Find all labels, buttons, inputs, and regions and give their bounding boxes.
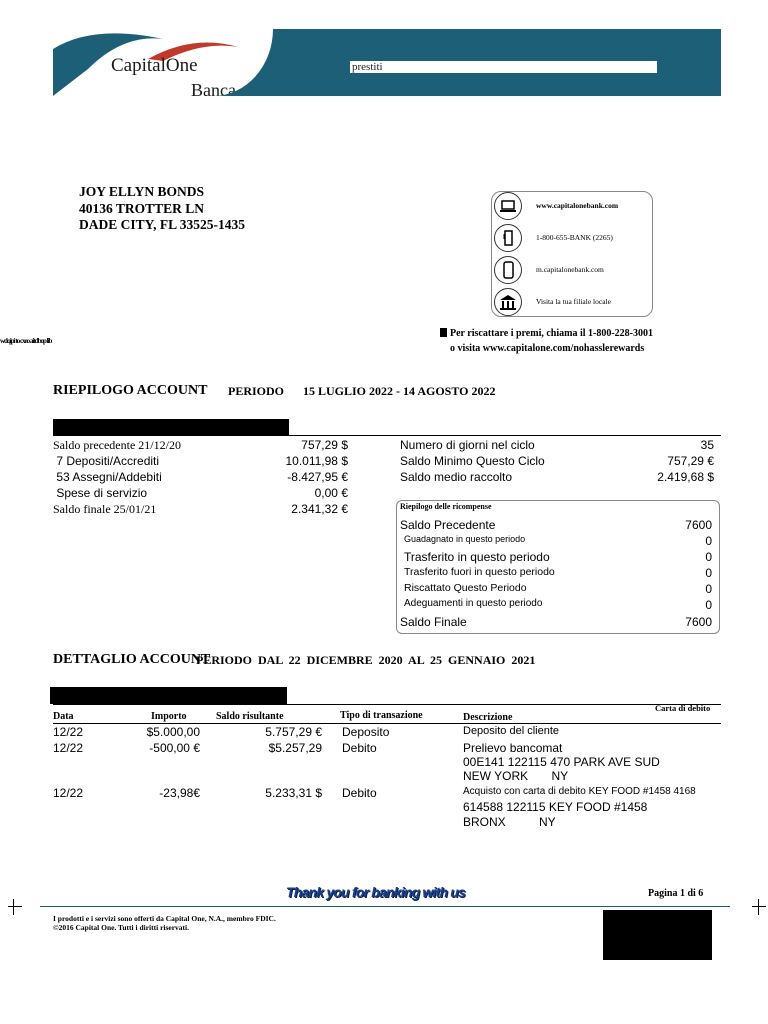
crop-mark-right-h xyxy=(752,906,766,907)
legal-line-2: ©2016 Capital One. Tutti i diritti riservati. xyxy=(53,923,190,932)
summary-left-value-1: 10.011,98 $ xyxy=(285,454,348,468)
row-0-desc-0: Deposito del cliente xyxy=(463,725,560,737)
address-line-2: 40136 TROTTER LN xyxy=(79,201,205,216)
redacted-bar xyxy=(53,419,289,435)
rewards-info-line-2[interactable]: o visita www.capitalone.com/nohasslerewards xyxy=(450,343,645,354)
summary-left-label-1: 7 Depositi/Accrediti xyxy=(53,454,160,468)
row-2-desc-0: Acquisto con carta di debito KEY FOOD #1458 4168 xyxy=(463,786,696,797)
contact-mobile[interactable]: m.capitalonebank.com xyxy=(536,265,604,274)
rewards-value-5: 0 xyxy=(705,598,712,612)
col-header-amount: Importo xyxy=(151,711,187,722)
summary-right-label-2: Saldo medio raccolto xyxy=(400,470,513,484)
row-1-desc-2: NEW YORK NY xyxy=(463,769,569,783)
col-header-balance: Saldo risultante xyxy=(216,711,284,722)
contact-phone[interactable]: 1-800-655-BANK (2265) xyxy=(536,233,613,242)
rewards-label-5: Adeguamenti in questo periodo xyxy=(404,598,543,609)
summary-right-label-1: Saldo Minimo Questo Ciclo xyxy=(400,454,545,468)
summary-left-label-2: 53 Assegni/Addebiti xyxy=(53,470,162,484)
row-2-amount: -23,98€ xyxy=(159,786,200,800)
row-2-desc-2: BRONX NY xyxy=(463,815,556,829)
summary-left-value-3: 0,00 € xyxy=(314,486,348,500)
row-1-amount: -500,00 € xyxy=(149,741,200,755)
address-line-1: JOY ELLYN BONDS xyxy=(79,184,205,199)
row-0-type: Deposito xyxy=(342,725,390,739)
computer-icon xyxy=(494,192,522,220)
summary-title: RIEPILOGO ACCOUNT xyxy=(53,383,208,398)
summary-left-value-2: -8.427,95 € xyxy=(287,470,348,484)
row-0-amount: $5.000,00 xyxy=(146,725,200,739)
contact-branch: Visita la tua filiale locale xyxy=(536,297,611,306)
rewards-value-4: 0 xyxy=(705,582,712,596)
garbled-text: wdqipi to cxeo aitdbop lib xyxy=(0,337,52,345)
rewards-label-4: Riscattato Questo Periodo xyxy=(404,582,527,594)
rewards-label-2: Trasferito in questo periodo xyxy=(404,550,550,564)
bullet-square xyxy=(440,328,447,337)
rewards-info-line-1 xyxy=(440,328,653,339)
detail-rule xyxy=(53,704,721,705)
logo-name: CapitalOne xyxy=(111,55,198,76)
detail-title: DETTAGLIO ACCOUNT xyxy=(53,652,211,667)
row-1-type: Debito xyxy=(342,741,377,755)
thanks-banner: Thank you for banking with us xyxy=(286,884,466,900)
row-0-balance: 5.757,29 € xyxy=(265,725,322,739)
rewards-label-6: Saldo Finale xyxy=(400,615,467,629)
footer-rule xyxy=(40,906,730,907)
rewards-value-2: 0 xyxy=(705,550,712,564)
summary-left-value-0: 757,29 $ xyxy=(301,438,348,452)
row-1-desc-0: Prelievo bancomat xyxy=(463,741,563,755)
summary-period-value: 15 LUGLIO 2022 - 14 AGOSTO 2022 xyxy=(303,384,496,398)
rewards-value-1: 0 xyxy=(705,534,712,548)
row-2-date: 12/22 xyxy=(53,786,84,800)
col-header-description: Descrizione xyxy=(463,712,513,723)
detail-period: PERIODO DAL 22 DICEMBRE 2020 AL 25 GENNAIO 2021 xyxy=(196,653,536,667)
summary-period-label: PERIODO xyxy=(228,384,285,398)
detail-header-rule xyxy=(53,723,721,724)
rewards-summary-title: Riepilogo delle ricompense xyxy=(400,502,492,511)
col-header-type: Tipo di transazione xyxy=(340,710,423,721)
crop-mark-left xyxy=(13,899,14,915)
mobile-icon xyxy=(494,256,522,284)
row-2-type: Debito xyxy=(342,786,377,800)
page-number: Pagina 1 di 6 xyxy=(648,888,704,899)
redacted-block xyxy=(603,910,712,960)
rewards-label-3: Trasferito fuori in questo periodo xyxy=(404,566,555,578)
nav-bar[interactable] xyxy=(350,61,657,73)
summary-right-label-0: Numero di giorni nel ciclo xyxy=(400,438,535,452)
rewards-label-0: Saldo Precedente xyxy=(400,518,496,532)
redacted-bar-2 xyxy=(50,687,287,704)
summary-left-value-4: 2.341,32 € xyxy=(291,502,348,516)
nav-text[interactable]: prestiti xyxy=(352,61,383,73)
crop-mark-right xyxy=(758,899,759,915)
row-1-date: 12/22 xyxy=(53,741,84,755)
address-line-3: DADE CITY, FL 33525-1435 xyxy=(79,217,246,232)
row-0-date: 12/22 xyxy=(53,725,84,739)
rewards-value-0: 7600 xyxy=(685,518,712,532)
rewards-value-6: 7600 xyxy=(685,615,712,629)
summary-left-label-4: Saldo finale 25/01/21 xyxy=(53,502,157,516)
row-2-desc-1: 614588 122115 KEY FOOD #1458 xyxy=(463,800,648,814)
rewards-label-1: Guadagnato in questo periodo xyxy=(404,534,526,544)
card-label: Carta di debito xyxy=(655,703,711,713)
crop-mark-left-h xyxy=(8,906,22,907)
logo-area xyxy=(53,29,273,96)
logo-sub: Banca xyxy=(191,80,236,96)
contact-web[interactable]: www.capitalonebank.com xyxy=(536,201,619,210)
rewards-info-text-1: Per riscattare i premi, chiama il 1-800-228-3001 xyxy=(450,328,654,339)
bank-icon xyxy=(494,288,522,316)
row-2-balance: 5.233,31 $ xyxy=(265,786,322,800)
summary-left-label-0: Saldo precedente 21/12/20 xyxy=(53,438,181,452)
summary-right-value-1: 757,29 € xyxy=(667,454,714,468)
row-1-balance: $5.257,29 xyxy=(268,741,322,755)
summary-right-value-2: 2.419,68 $ xyxy=(657,470,714,484)
summary-rule xyxy=(53,435,721,436)
summary-left-label-3: Spese di servizio xyxy=(53,486,148,500)
phone-icon xyxy=(494,224,522,252)
col-header-date: Data xyxy=(53,711,74,722)
row-1-desc-1: 00E141 122115 470 PARK AVE SUD xyxy=(463,755,660,769)
legal-line-1: I prodotti e i servizi sono offerti da Capital One, N.A., membro FDIC. xyxy=(53,914,276,923)
rewards-value-3: 0 xyxy=(705,566,712,580)
summary-right-value-0: 35 xyxy=(700,438,714,452)
